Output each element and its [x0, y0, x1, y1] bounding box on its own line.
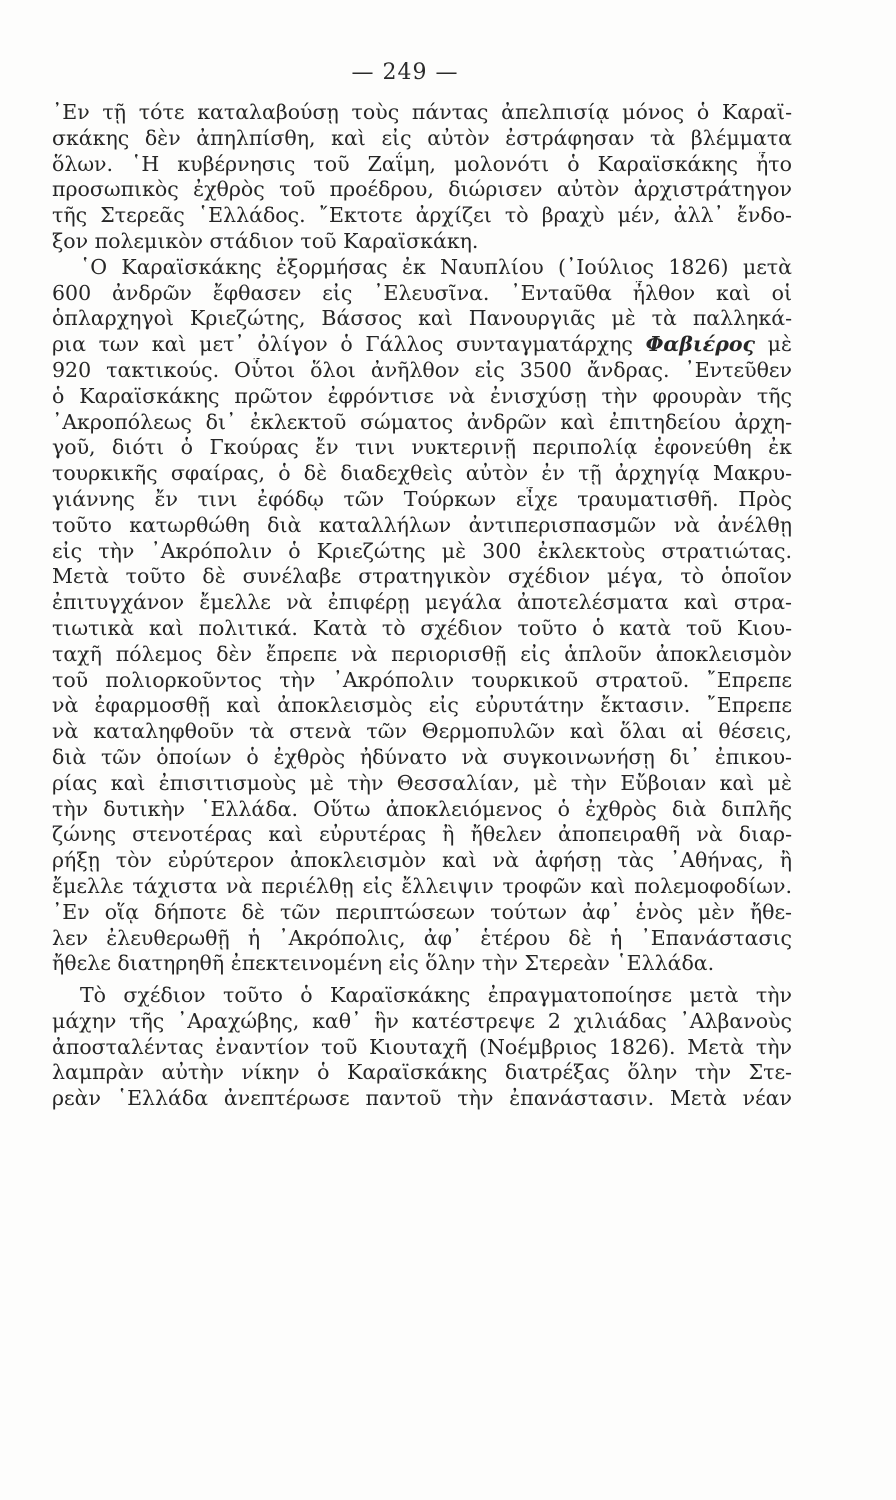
- text-line: διὰ τῶν ὁποίων ὁ ἐχθρὸς ἠδύνατο νὰ συγκοινωνήσῃ δι᾿ ἐπικου-: [52, 744, 792, 769]
- text-line: τοῦ πολιορκοῦντος τὴν ᾿Ακρόπολιν τουρκικοῦ στρατοῦ. ῎Επρεπε: [52, 667, 792, 692]
- text-line: σκάκης δὲν ἀπηλπίσθη, καὶ εἰς αὐτὸν ἐστράφησαν τὰ βλέμματα: [52, 125, 792, 150]
- text-line: ρήξῃ τὸν εὐρύτερον ἀποκλεισμὸν καὶ νὰ ἀφήσῃ τὰς ᾿Αθήνας, ἢ: [52, 848, 792, 873]
- text-line: εἰς τὴν ᾿Ακρόπολιν ὁ Κριεζώτης μὲ 300 ἐκλεκτοὺς στρατιώτας.: [52, 538, 792, 563]
- text-line-with-name: [52, 332, 792, 358]
- text-line: ὅλων. ῾Η κυβέρνησις τοῦ Ζαΐμη, μολονότι ὁ Καραϊσκάκης ἦτο: [52, 151, 792, 176]
- text-line: ὁ Καραϊσκάκης πρῶτον ἐφρόντισε νὰ ἐνισχύσῃ τὴν φρουρὰν τῆς: [52, 383, 792, 408]
- text-line: ζώνης στενοτέρας καὶ εὐρυτέρας ἢ ἤθελεν ἀποπειραθῆ νὰ διαρ-: [52, 822, 792, 847]
- text-line: ῾Ο Καραϊσκάκης ἐξορμήσας ἐκ Ναυπλίου (᾿Ιούλιος 1826) μετὰ: [80, 254, 792, 279]
- text-line: ᾿Εν τῇ τότε καταλαβούσῃ τοὺς πάντας ἀπελπισίᾳ μόνος ὁ Καραϊ-: [52, 100, 792, 124]
- text-line: Μετὰ τοῦτο δὲ συνέλαβε στρατηγικὸν σχέδιον μέγα, τὸ ὁποῖον: [52, 564, 792, 589]
- text-line: ἐπιτυγχάνον ἔμελλε νὰ ἐπιφέρῃ μεγάλα ἀποτελέσματα καὶ στρα-: [52, 590, 792, 615]
- text-line: 600 ἀνδρῶν ἔφθασεν εἰς ᾿Ελευσῖνα. ᾿Ενταῦθα ἦλθον καὶ οἱ: [52, 280, 792, 305]
- paragraph-2: [52, 255, 792, 977]
- text-line: τουρκικῆς σφαίρας, ὁ δὲ διαδεχθεὶς αὐτὸν ἐν τῇ ἀρχηγίᾳ Μακρυ-: [52, 461, 792, 486]
- text-line: ἔμελλε τάχιστα νὰ περιέλθῃ εἰς ἔλλειψιν τροφῶν καὶ πολεμοφοδίων.: [52, 873, 792, 898]
- page-number: — 249 —: [351, 60, 459, 85]
- text-line: ὁπλαρχηγοὶ Κριεζώτης, Βάσσος καὶ Πανουργιᾶς μὲ τὰ παλληκά-: [52, 306, 792, 331]
- body-text: [52, 100, 792, 1112]
- paragraph-3: [52, 983, 792, 1112]
- text-line: λαμπρὰν αὐτὴν νίκην ὁ Καραϊσκάκης διατρέξας ὅλην τὴν Στε-: [52, 1060, 792, 1085]
- text-line: ξον πολεμικὸν στάδιον τοῦ Καραϊσκάκη.: [52, 228, 479, 253]
- text-line: ἀποσταλέντας ἐναντίον τοῦ Κιουταχῆ (Νοέμβριος 1826). Μετὰ τὴν: [52, 1034, 792, 1059]
- text-line: Τὸ σχέδιον τοῦτο ὁ Καραϊσκάκης ἐπραγματοποίησε μετὰ τὴν: [80, 983, 792, 1008]
- text-line: λεν ἐλευθερωθῇ ἡ ᾿Ακρόπολις, ἀφ᾿ ἑτέρου δὲ ἡ ᾿Επανάστασις: [52, 925, 792, 950]
- text-line: ἤθελε διατηρηθῆ ἐπεκτεινομένη εἰς ὅλην τὴν Στερεὰν ῾Ελλάδα.: [52, 951, 715, 976]
- paragraph-1: [52, 100, 792, 255]
- text-line: τὴν δυτικὴν ῾Ελλάδα. Οὕτω ἀποκλειόμενος ὁ ἐχθρὸς διὰ διπλῆς: [52, 796, 792, 821]
- text-line: τῆς Στερεᾶς ῾Ελλάδος. ῎Εκτοτε ἀρχίζει τὸ βραχὺ μέν, ἀλλ᾿ ἔνδο-: [52, 203, 792, 228]
- text-line: γιάννης ἔν τινι ἐφόδῳ τῶν Τούρκων εἶχε τραυματισθῆ. Πρὸς: [52, 486, 792, 511]
- text-line: νὰ ἐφαρμοσθῇ καὶ ἀποκλεισμὸς εἰς εὐρυτάτην ἔκτασιν. ῎Επρεπε: [52, 693, 792, 718]
- text-line: προσωπικὸς ἐχθρὸς τοῦ προέδρου, διώρισεν αὐτὸν ἀρχιστράτηγον: [52, 177, 792, 202]
- text-line: ταχῆ πόλεμος δὲν ἔπρεπε νὰ περιορισθῇ εἰς ἁπλοῦν ἀποκλεισμὸν: [52, 641, 792, 666]
- emphasized-name: Φαβιέρος: [645, 332, 755, 357]
- text-segment: μὲ: [755, 332, 792, 357]
- text-line: ᾿Ακροπόλεως δι᾿ ἐκλεκτοῦ σώματος ἀνδρῶν καὶ ἐπιτηδείου ἀρχη-: [52, 409, 792, 434]
- text-line: τοῦτο κατωρθώθη διὰ καταλλήλων ἀντιπερισπασμῶν νὰ ἀνέλθῃ: [52, 512, 792, 537]
- text-line: ρεὰν ῾Ελλάδα ἀνεπτέρωσε παντοῦ τὴν ἐπανάστασιν. Μετὰ νέαν: [52, 1086, 792, 1111]
- text-line: 920 τακτικούς. Οὗτοι ὅλοι ἀνῆλθον εἰς 3500 ἄνδρας. ᾿Εντεῦθεν: [52, 357, 792, 382]
- text-line: γοῦ, διότι ὁ Γκούρας ἔν τινι νυκτερινῇ περιπολίᾳ ἐφονεύθη ἐκ: [52, 435, 792, 460]
- text-line: ρίας καὶ ἐπισιτισμοὺς μὲ τὴν Θεσσαλίαν, μὲ τὴν Εὔβοιαν καὶ μὲ: [52, 770, 792, 795]
- text-line: ᾿Εν οἵᾳ δήποτε δὲ τῶν περιπτώσεων τούτων ἀφ᾿ ἑνὸς μὲν ἤθε-: [52, 899, 792, 924]
- text-line: τιωτικὰ καὶ πολιτικά. Κατὰ τὸ σχέδιον τοῦτο ὁ κατὰ τοῦ Κιου-: [52, 615, 792, 640]
- text-line: νὰ καταληφθοῦν τὰ στενὰ τῶν Θερμοπυλῶν καὶ ὅλαι αἱ θέσεις,: [52, 719, 792, 744]
- text-segment: ρια των καὶ μετ᾿ ὀλίγον ὁ Γάλλος συνταγματάρχης: [52, 332, 633, 357]
- text-line: μάχην τῆς ᾿Αραχώβης, καθ᾿ ἣν κατέστρεψε 2 χιλιάδας ᾿Αλβανοὺς: [52, 1008, 792, 1033]
